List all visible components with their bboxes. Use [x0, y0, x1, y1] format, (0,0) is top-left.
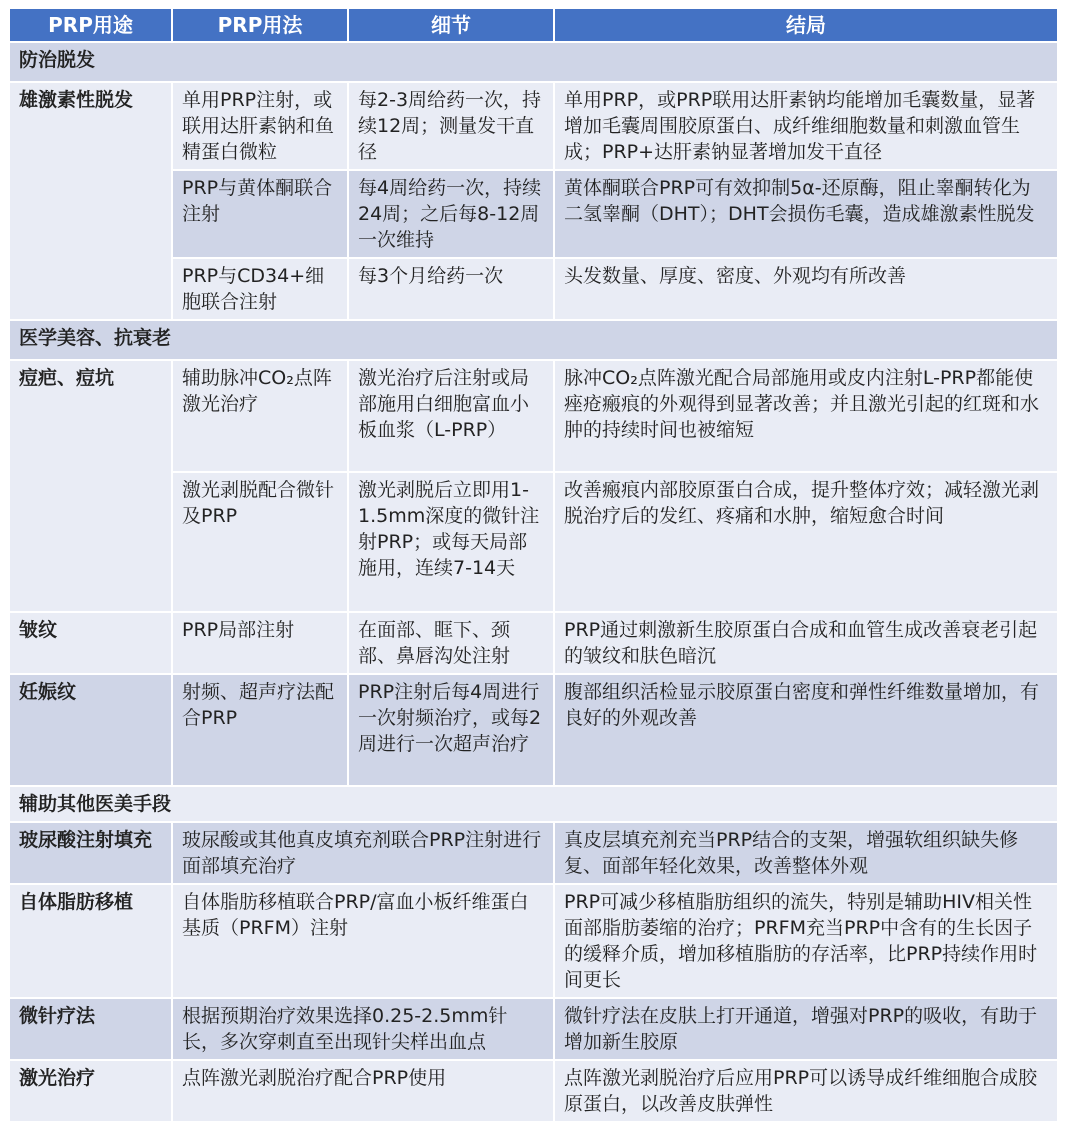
- section-title: 辅助其他医美手段: [9, 786, 1058, 822]
- cell-use: 微针疗法: [9, 998, 172, 1060]
- table-row: [9, 1060, 1058, 1122]
- cell-method: PRP局部注射: [172, 612, 348, 674]
- cell-outcome: 头发数量、厚度、密度、外观均有所改善: [554, 258, 1058, 320]
- cell-outcome: 微针疗法在皮肤上打开通道，增强对PRP的吸收，有助于增加新生胶原: [554, 998, 1058, 1060]
- cell-use: 妊娠纹: [9, 674, 172, 786]
- cell-outcome: 单用PRP，或PRP联用达肝素钠均能增加毛囊数量，显著增加毛囊周围胶原蛋白、成纤维细胞数量和刺激血管生成；PRP+达肝素钠显著增加发干直径: [554, 82, 1058, 170]
- cell-method: 单用PRP注射，或联用达肝素钠和鱼精蛋白微粒: [172, 82, 348, 170]
- table-row: [9, 82, 1058, 170]
- cell-detail: 每4周给药一次，持续24周；之后每8-12周一次维持: [348, 170, 554, 258]
- cell-outcome: 真皮层填充剂充当PRP结合的支架，增强软组织缺失修复、面部年轻化效果，改善整体外观: [554, 822, 1058, 884]
- cell-method: 点阵激光剥脱治疗配合PRP使用: [172, 1060, 554, 1122]
- table-row: [9, 884, 1058, 998]
- section-row-other: [9, 786, 1058, 822]
- cell-use: 痘疤、痘坑: [9, 360, 172, 612]
- cell-outcome: PRP可减少移植脂肪组织的流失，特别是辅助HIV相关性面部脂肪萎缩的治疗；PRFM充当PRP中含有的生长因子的缓释介质，增加移植脂肪的存活率，比PRP持续作用时间更长: [554, 884, 1058, 998]
- cell-method: PRP与黄体酮联合注射: [172, 170, 348, 258]
- cell-method: 根据预期治疗效果选择0.25-2.5mm针长，多次穿刺直至出现针尖样出血点: [172, 998, 554, 1060]
- cell-detail: 每2-3周给药一次，持续12周；测量发干直径: [348, 82, 554, 170]
- cell-method: 玻尿酸或其他真皮填充剂联合PRP注射进行面部填充治疗: [172, 822, 554, 884]
- cell-outcome: PRP通过刺激新生胶原蛋白合成和血管生成改善衰老引起的皱纹和肤色暗沉: [554, 612, 1058, 674]
- cell-detail: 在面部、眶下、颈部、鼻唇沟处注射: [348, 612, 554, 674]
- cell-use: 激光治疗: [9, 1060, 172, 1122]
- table-row: [9, 998, 1058, 1060]
- header-outcome: 结局: [554, 8, 1058, 42]
- cell-method: 激光剥脱配合微针及PRP: [172, 472, 348, 612]
- cell-use: 雄激素性脱发: [9, 82, 172, 320]
- cell-method: 射频、超声疗法配合PRP: [172, 674, 348, 786]
- section-title: 医学美容、抗衰老: [9, 320, 1058, 360]
- prp-uses-table: [8, 7, 1059, 1123]
- table-row: [9, 822, 1058, 884]
- header-detail: 细节: [348, 8, 554, 42]
- cell-outcome: 黄体酮联合PRP可有效抑制5α-还原酶，阻止睾酮转化为二氢睾酮（DHT）；DHT会损伤毛囊，造成雄激素性脱发: [554, 170, 1058, 258]
- cell-method: PRP与CD34+细胞联合注射: [172, 258, 348, 320]
- cell-detail: 每3个月给药一次: [348, 258, 554, 320]
- cell-use: 自体脂肪移植: [9, 884, 172, 998]
- section-row-hair-loss: [9, 42, 1058, 82]
- cell-outcome: 点阵激光剥脱治疗后应用PRP可以诱导成纤维细胞合成胶原蛋白，以改善皮肤弹性: [554, 1060, 1058, 1122]
- cell-method: 辅助脉冲CO₂点阵激光治疗: [172, 360, 348, 472]
- cell-detail: 激光剥脱后立即用1-1.5mm深度的微针注射PRP；或每天局部施用，连续7-14天: [348, 472, 554, 612]
- cell-outcome: 腹部组织活检显示胶原蛋白密度和弹性纤维数量增加，有良好的外观改善: [554, 674, 1058, 786]
- section-row-aesthetics: [9, 320, 1058, 360]
- table-row: [9, 674, 1058, 786]
- cell-use: 玻尿酸注射填充: [9, 822, 172, 884]
- cell-detail: 激光治疗后注射或局部施用白细胞富血小板血浆（L-PRP）: [348, 360, 554, 472]
- cell-use: 皱纹: [9, 612, 172, 674]
- cell-outcome: 脉冲CO₂点阵激光配合局部施用或皮内注射L-PRP都能使痤疮瘢痕的外观得到显著改善；并且激光引起的红斑和水肿的持续时间也被缩短: [554, 360, 1058, 472]
- table-row: [9, 360, 1058, 472]
- table-header-row: [9, 8, 1058, 42]
- cell-method: 自体脂肪移植联合PRP/富血小板纤维蛋白基质（PRFM）注射: [172, 884, 554, 998]
- section-title: 防治脱发: [9, 42, 1058, 82]
- cell-detail: PRP注射后每4周进行一次射频治疗，或每2周进行一次超声治疗: [348, 674, 554, 786]
- header-method: PRP用法: [172, 8, 348, 42]
- cell-outcome: 改善瘢痕内部胶原蛋白合成，提升整体疗效；减轻激光剥脱治疗后的发红、疼痛和水肿，缩短愈合时间: [554, 472, 1058, 612]
- table-row: [9, 612, 1058, 674]
- header-use: PRP用途: [9, 8, 172, 42]
- prp-table-container: [8, 7, 1057, 1123]
